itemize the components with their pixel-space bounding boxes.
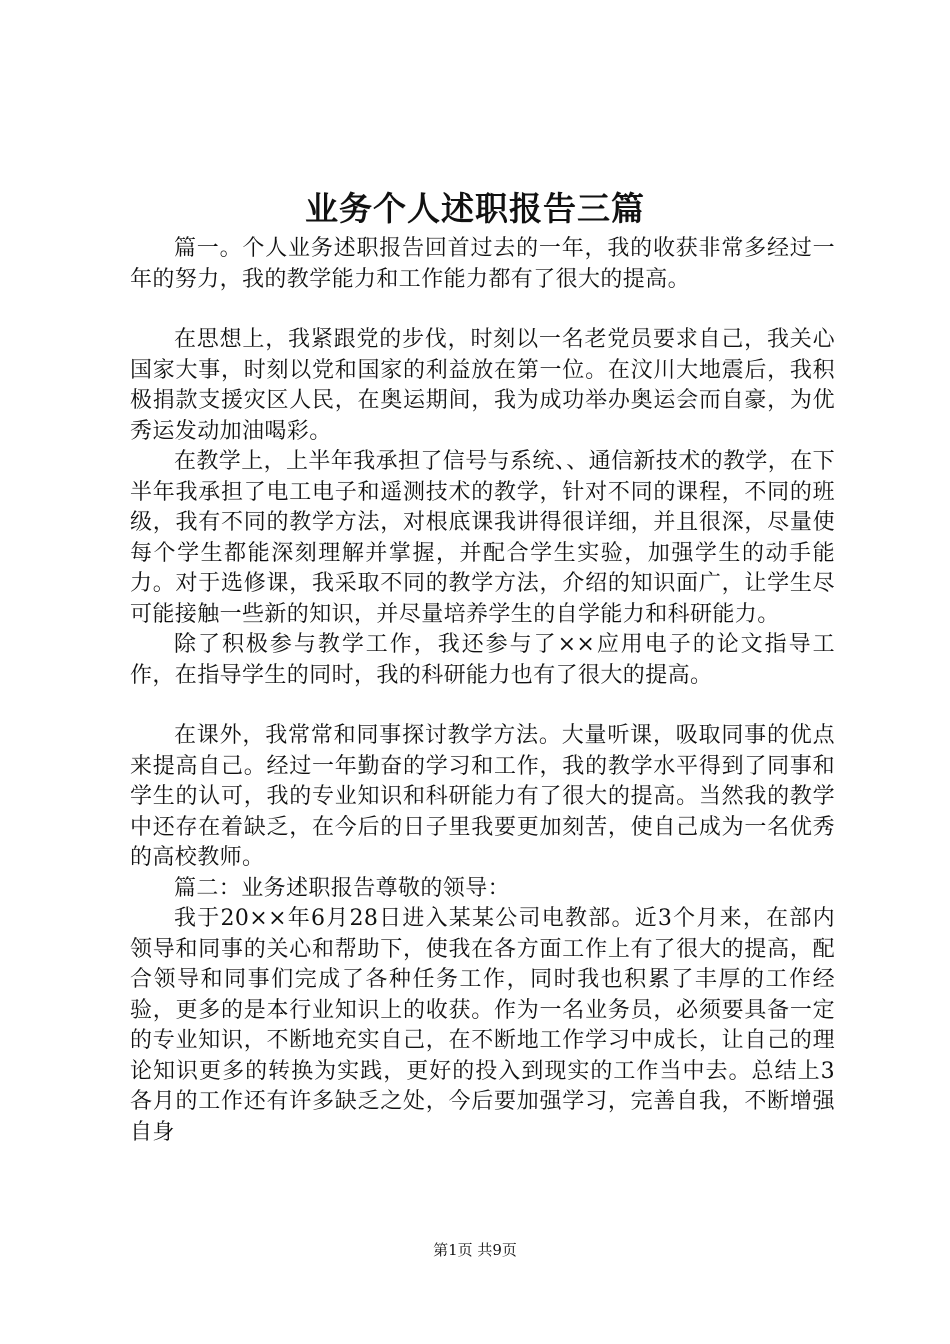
page-title: 业务个人述职报告三篇 [305, 189, 645, 228]
paragraph-ideology: 在思想上，我紧跟党的步伐，时刻以一名老党员要求自己，我关心国家大事，时刻以党和国家的利益放在第一位。在汶川大地震后，我积极捐款支援灾区人民，在奥运期间，我为成功举办奥运会而自豪，为优秀运发动加油喝彩。 [130, 327, 835, 444]
paragraph-teaching: 在教学上，上半年我承担了信号与系统、、通信新技术的教学，在下半年我承担了电工电子和遥测技术的教学，针对不同的课程，不同的班级，我有不同的教学方法，对根底课我讲得很详细，并且很深，尽量使每个学生都能深刻理解并掌握，并配合学生实验，加强学生的动手能力。对于选修课，我采取不同的教学方法，介绍的知识面广，让学生尽可能接触一些新的知识，并尽量培养学生的自学能力和科研能力。 [130, 449, 836, 627]
paragraph-extracurricular: 在课外，我常常和同事探讨教学方法。大量听课，吸取同事的优点来提高自己。经过一年勤奋的学习和工作，我的教学水平得到了同事和学生的认可，我的专业知识和科研能力有了很大的提高。当然我的教学中还存在着缺乏，在今后的日子里我要更加刻苦，使自己成为一名优秀的高校教师。 [130, 723, 835, 870]
page-number-footer: 第1页 共9页 [433, 1241, 517, 1259]
paragraph-intro: 篇一。个人业务述职报告回首过去的一年，我的收获非常多经过一年的努力，我的教学能力和工作能力都有了很大的提高。 [130, 236, 835, 292]
paragraph-part-two-heading: 篇二：业务述职报告尊敬的领导： [174, 875, 511, 901]
paragraph-thesis-guidance: 除了积极参与教学工作，我还参与了××应用电子的论文指导工作，在指导学生的同时，我的科研能力也有了很大的提高。 [130, 632, 835, 688]
document-body [130, 234, 835, 1148]
paragraph-part-two-body: 我于20××年6月28日进入某某公司电教部。近3个月来，在部内领导和同事的关心和帮助下，使我在各方面工作上有了很大的提高，配合领导和同事们完成了各种任务工作，同时我也积累了丰厚的工作经验，更多的是本行业知识上的收获。作为一名业务员，必须要具备一定的专业知识，不断地充实自己，在不断地工作学习中成长，让自己的理论知识更多的转换为实践，更好的投入到现实的工作当中去。总结上3各月的工作还有许多缺乏之处，今后要加强学习，完善自我，不断增强自身 [130, 906, 835, 1145]
